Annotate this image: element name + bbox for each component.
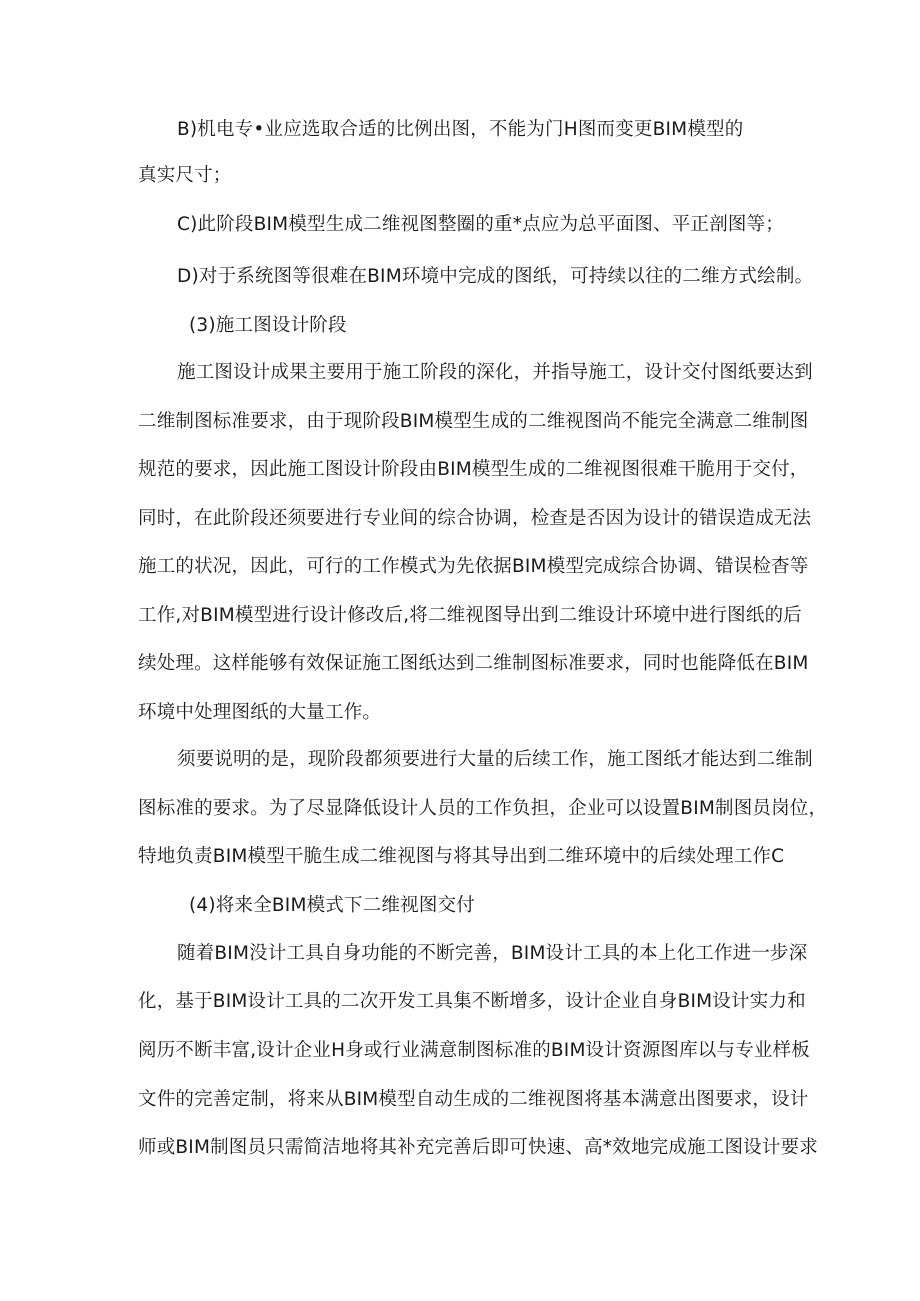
text-line: 施工图设计成果主要用于施工阶段的深化，并指导施工，设计交付图纸要达到 bbox=[177, 362, 813, 383]
text-line: 化，基于BIM设计工具的二次开发工具集不断增多，设计企业自身BIM设计实力和 bbox=[138, 991, 806, 1012]
text-line: 文件的完善定制，将来从BIM模型自动生成的二维视图将基本满意出图要求，设计 bbox=[138, 1089, 809, 1110]
text-line: 师或BIM制图员只需简洁地将其补充完善后即可快速、高*效地完成施工图设计要求 bbox=[138, 1137, 818, 1158]
text-line: 环境中处理图纸的大量工作。 bbox=[138, 702, 382, 723]
text-line: D)对于系统图等很难在BIM环境中完成的图纸，可持续以往的二维方式绘制。 bbox=[177, 266, 814, 287]
text-line: 须要说明的是，现阶段都须要进行大量的后续工作，施工图纸才能达到二维制 bbox=[177, 749, 813, 770]
text-line: 施工的状况，因此，可行的工作模式为先依据BIM模型完成综合协调、错误检杳等 bbox=[138, 556, 809, 577]
text-line: B)机电专•业应选取合适的比例出图，不能为门H图而变更BIM模型的 bbox=[177, 119, 744, 140]
text-line: 图标准的要求。为了尽显降低设计人员的工作负担，企业可以设置BIM制图员岗位， bbox=[138, 798, 828, 819]
text-line: 真实尺寸； bbox=[138, 165, 232, 186]
text-line: 随着BIM没计工具自身功能的不断完善，BIM设计工具的本上化工作进一步深 bbox=[177, 943, 808, 964]
text-line: C)此阶段BIM模型生成二维视图整圈的重*点应为总平面图、平正剖图等； bbox=[177, 214, 784, 235]
section-heading: (4)将来全BIM模式下二维视图交付 bbox=[189, 895, 475, 916]
text-line: 二维制图标准要求，由于现阶段BIM模型生成的二维视图尚不能完全满意二维制图 bbox=[138, 411, 809, 432]
text-line: 阅历不断丰富,设计企业H身或行业满意制图标准的BIM设计资源图库以与专业样板 bbox=[138, 1040, 811, 1061]
text-line: 规范的要求，因此施工图设计阶段由BIM模型生成的二维视图很难干脆用于交付， bbox=[138, 459, 809, 480]
text-line: 工作,对BIM模型进行设计修改后,将二维视图导出到二维设计环境中进行图纸的后 bbox=[138, 605, 802, 626]
text-line: 特地负责BIM模型干脆生成二维视图与将其导出到二维环境中的后续处理工作C bbox=[138, 846, 785, 867]
text-line: 续处理。这样能够有效保证施工图纸达到二维制图标准要求，同时也能降低在BIM bbox=[138, 653, 809, 674]
section-heading: (3)施工图设计阶段 bbox=[189, 315, 347, 336]
text-line: 同时，在此阶段还须要进行专业间的综合协调，检查是否因为设计的错误造成无法 bbox=[138, 508, 812, 529]
